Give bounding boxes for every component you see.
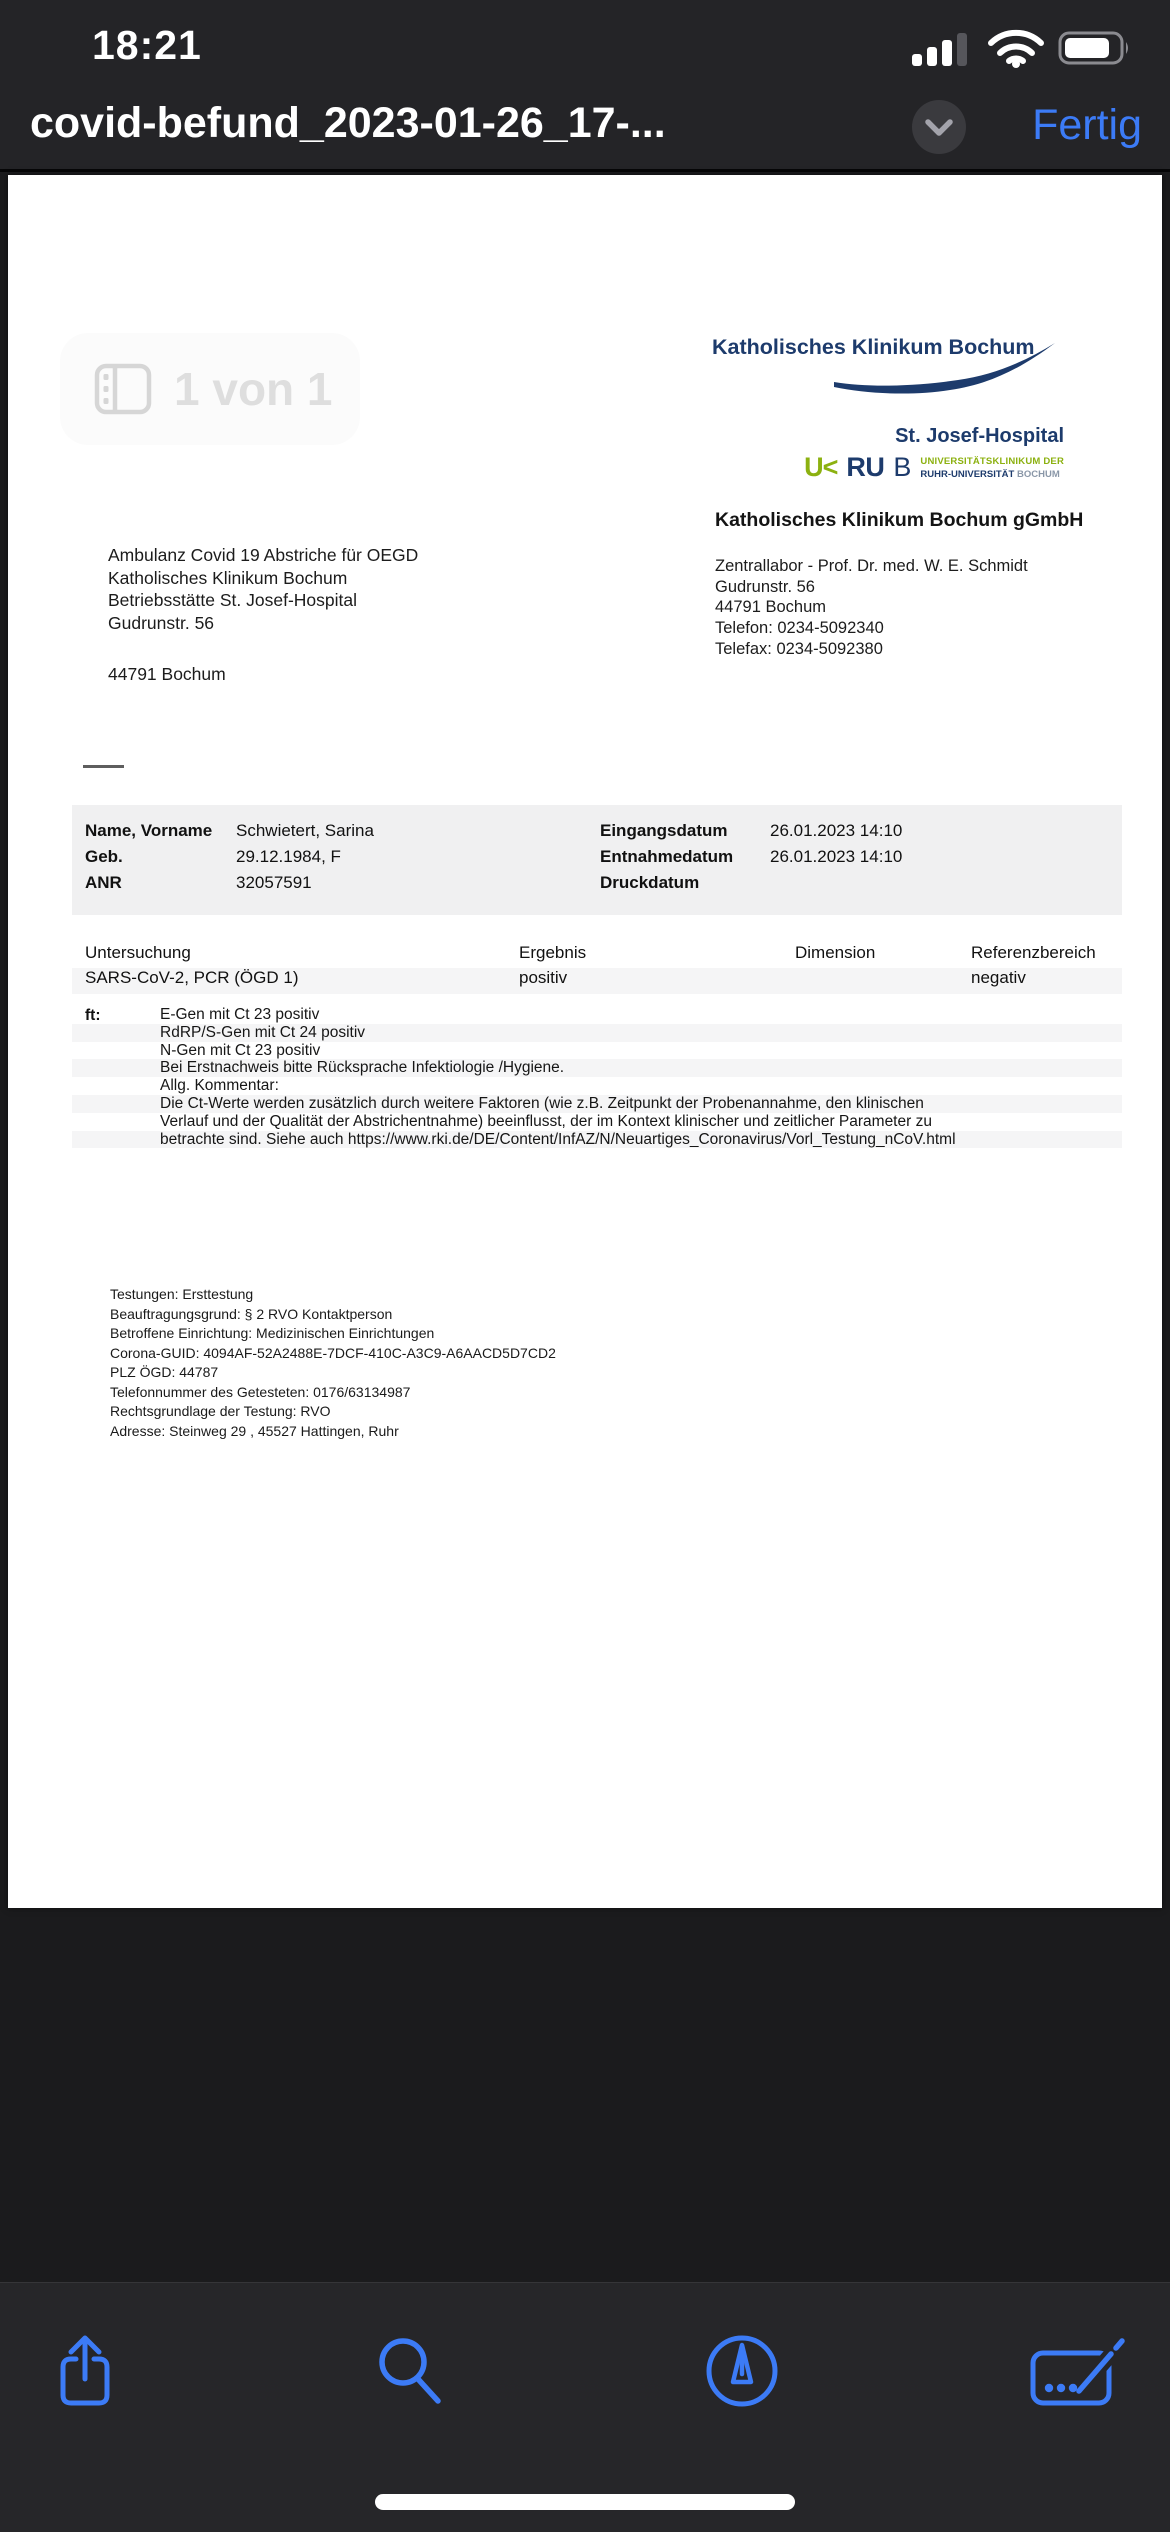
lab-address-line: Telefon: 0234-5092340 xyxy=(715,619,884,638)
university-caption-line1: UNIVERSITÄTSKLINIKUM DER xyxy=(920,455,1064,467)
markup-pen-icon xyxy=(703,2332,781,2410)
markup-button[interactable] xyxy=(687,2311,797,2431)
test-meta-line: Rechtsgrundlage der Testung: RVO xyxy=(110,1403,331,1419)
patient-label: Eingangsdatum xyxy=(600,821,728,840)
lab-address-line: Gudrunstr. 56 xyxy=(715,577,815,596)
chevron-down-icon xyxy=(912,100,966,154)
comment-line: RdRP/S-Gen mit Ct 24 positiv xyxy=(72,1024,1122,1042)
bottom-toolbar xyxy=(0,2282,1170,2532)
sender-address-line: Ambulanz Covid 19 Abstriche für OEGD xyxy=(108,545,419,565)
patient-row xyxy=(72,873,1122,899)
patient-label: Geb. xyxy=(85,847,123,866)
pdf-page xyxy=(8,175,1162,1908)
comment-flag: ft: xyxy=(85,1007,101,1024)
test-meta-block xyxy=(110,1285,556,1441)
lab-address-line: 44791 Bochum xyxy=(715,598,826,617)
results-header: Referenzbereich xyxy=(971,943,1096,962)
page-count-label: 1 von 1 xyxy=(174,363,333,415)
patient-value: 32057591 xyxy=(236,873,312,892)
lab-title: Katholisches Klinikum Bochum gGmbH xyxy=(715,509,1084,531)
b-mark: B xyxy=(893,452,912,482)
patient-row xyxy=(72,847,1122,873)
results-header: Untersuchung xyxy=(85,943,191,962)
title-menu-button[interactable] xyxy=(912,100,966,154)
ukrub-logo xyxy=(708,452,1064,483)
patient-info-box xyxy=(72,805,1122,915)
wifi-icon xyxy=(987,28,1045,68)
sender-address-line: Betriebsstätte St. Josef-Hospital xyxy=(108,590,357,610)
test-meta-line: Telefonnummer des Getesteten: 0176/63134987 xyxy=(110,1383,411,1400)
fold-mark xyxy=(83,765,124,768)
test-meta-line: Corona-GUID: 4094AF-52A2488E-7DCF-410C-A3C9-A6AACD5D7CD2 xyxy=(110,1344,556,1361)
test-meta-line: Betroffene Einrichtung: Medizinischen Einrichtungen xyxy=(110,1325,435,1341)
done-button[interactable]: Fertig xyxy=(1032,101,1142,149)
result-reference: negativ xyxy=(971,968,1026,987)
comment-line: Verlauf und der Qualität der Abstrichentnahme) beeinflusst, der im Kontext klinischer und zeitlicher Parameter zu xyxy=(160,1112,932,1130)
signature-button[interactable] xyxy=(1023,2311,1133,2431)
results-header-row xyxy=(72,943,1122,968)
document-title: covid-befund_2023-01-26_17-... xyxy=(30,99,666,147)
cellular-signal-icon xyxy=(912,28,974,68)
sender-city: 44791 Bochum xyxy=(108,664,226,684)
lab-address-line: Telefax: 0234-5092380 xyxy=(715,639,883,658)
comment-line: betrachte sind. Siehe auch https://www.rki.de/DE/Content/InfAZ/N/Neuartiges_Coronavirus/Vorl_Testung_nCoV.html xyxy=(72,1131,1122,1149)
patient-value: 26.01.2023 14:10 xyxy=(770,821,903,840)
university-caption xyxy=(920,456,1064,480)
home-indicator[interactable] xyxy=(375,2494,795,2510)
ru-mark: RU xyxy=(846,452,885,482)
results-header: Ergebnis xyxy=(519,943,587,962)
patient-label: Name, Vorname xyxy=(85,821,213,840)
patient-value: Schwietert, Sarina xyxy=(236,821,374,840)
result-value: positiv xyxy=(519,968,568,987)
patient-label: ANR xyxy=(85,873,122,892)
page-indicator[interactable] xyxy=(60,333,360,445)
lab-address xyxy=(715,556,1028,660)
comment-line: N-Gen mit Ct 23 positiv xyxy=(160,1041,321,1059)
university-caption-line2: RUHR-UNIVERSITÄT BOCHUM xyxy=(920,468,1060,480)
share-button[interactable] xyxy=(30,2311,140,2431)
result-comments xyxy=(72,1006,1122,1148)
sidebar-thumbnails-icon xyxy=(94,363,152,415)
hospital-logo-text: St. Josef-Hospital xyxy=(895,425,1064,447)
patient-value: 29.12.1984, F xyxy=(236,847,341,866)
comment-line: Bei Erstnachweis bitte Rücksprache Infektiologie /Hygiene. xyxy=(72,1059,1122,1077)
test-meta-line: Beauftragungsgrund: § 2 RVO Kontaktperson xyxy=(110,1305,393,1322)
test-meta-line: PLZ ÖGD: 44787 xyxy=(110,1364,219,1380)
results-header: Dimension xyxy=(795,943,876,962)
uk-mark: U< xyxy=(804,452,838,482)
sender-address xyxy=(108,544,418,634)
comment-line: Allg. Kommentar: xyxy=(160,1077,279,1095)
patient-row xyxy=(72,821,1122,847)
lab-address-line: Zentrallabor - Prof. Dr. med. W. E. Schmidt xyxy=(715,557,1028,575)
patient-label: Entnahmedatum xyxy=(600,847,734,866)
search-button[interactable] xyxy=(355,2311,465,2431)
patient-value: 26.01.2023 14:10 xyxy=(770,847,903,866)
sender-address-line: Katholisches Klinikum Bochum xyxy=(108,567,348,588)
search-icon xyxy=(373,2334,447,2408)
result-test-name: SARS-CoV-2, PCR (ÖGD 1) xyxy=(85,968,299,987)
clinic-logo-swoosh-icon xyxy=(830,341,1060,399)
comment-line: E-Gen mit Ct 23 positiv xyxy=(160,1006,320,1023)
results-data-row xyxy=(72,968,1122,994)
test-meta-line: Adresse: Steinweg 29 , 45527 Hattingen, Ruhr xyxy=(110,1422,399,1439)
test-meta-line: Testungen: Ersttestung xyxy=(110,1286,254,1302)
signature-icon xyxy=(1027,2331,1129,2411)
sender-address-line: Gudrunstr. 56 xyxy=(108,612,215,633)
share-icon xyxy=(57,2331,113,2411)
patient-label: Druckdatum xyxy=(600,873,700,892)
status-icons xyxy=(912,28,1132,68)
status-time: 18:21 xyxy=(92,22,202,68)
battery-icon xyxy=(1058,28,1132,68)
top-chrome xyxy=(0,0,1170,172)
clinic-logo-text: Katholisches Klinikum Bochum xyxy=(712,335,1035,359)
comment-line: Die Ct-Werte werden zusätzlich durch weitere Faktoren (wie z.B. Zeitpunkt der Probenannahme, den klinischen xyxy=(72,1095,1122,1113)
